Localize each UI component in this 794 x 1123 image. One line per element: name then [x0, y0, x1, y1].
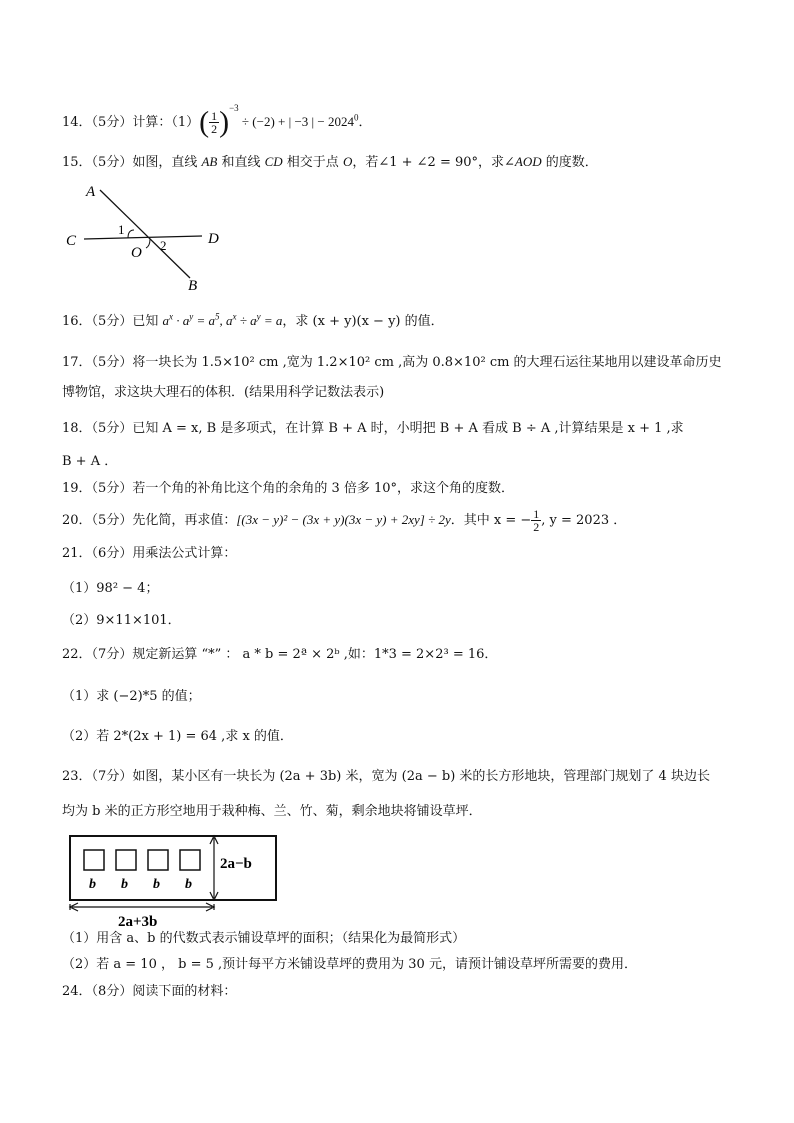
question-17-line-1: 17．（5分）将一块长为 1.5×10² cm ,宽为 1.2×10² cm ,高为 0.8×10² cm 的大理石运往某地用以建设革命历史	[62, 355, 722, 370]
question-21: 21．（6分）用乘法公式计算：	[62, 546, 237, 561]
width-label: 2a+3b	[118, 914, 158, 930]
question-22-part-2: （2）若 2*(2x + 1) = 64 ,求 x 的值．	[62, 729, 293, 744]
question-24: 24．（8分）阅读下面的材料：	[62, 984, 237, 999]
label-O: O	[131, 245, 142, 261]
question-22-part-1: （1）求 (−2)*5 的值；	[62, 689, 201, 704]
question-22: 22．（7分）规定新运算 “*” ： a * b = 2ª × 2ᵇ ,如：1*3 = 2×2³ = 16．	[62, 647, 498, 662]
label-C: C	[66, 233, 77, 249]
question-23-part-1: （1）用含 a、b 的代数式表示铺设草坪的面积；（结果化为最简形式）	[62, 931, 466, 946]
question-17-line-2: 博物馆，求这块大理石的体积．(结果用科学记数法表示)	[62, 385, 385, 400]
square-label-b: b	[185, 877, 192, 892]
angle-1: 1	[118, 222, 125, 237]
question-18-line-1: 18．（5分）已知 A = x, B 是多项式，在计算 B + A 时，小明把 B + A 看成 B ÷ A ,计算结果是 x + 1 ,求	[62, 421, 684, 436]
angle-2: 2	[160, 238, 167, 253]
square-label-b: b	[153, 877, 160, 892]
question-15: 15．（5分）如图，直线 AB 和直线 CD 相交于点 O，若∠1 + ∠2 = 90°，求∠AOD 的度数．	[62, 154, 598, 170]
question-19: 19．（5分）若一个角的补角比这个角的余角的 3 倍多 10°，求这个角的度数．	[62, 481, 515, 496]
question-14: 14．（5分）计算：（1）( $\frac{1}{2}$ )$^{-3}$ ÷ (−2) + | −3 | − $2024^0$．	[62, 102, 372, 139]
square-label-b: b	[121, 877, 128, 892]
question-21-part-2: （2）9×11×101．	[62, 613, 181, 628]
fraction: $\frac{1}{2}$	[533, 507, 540, 534]
question-23-line-1: 23．（7分）如图，某小区有一块长为 (2a + 3b) 米，宽为 (2a − b) 米的长方形地块，管理部门规划了 4 块边长	[62, 769, 710, 784]
question-20: 20．（5分）先化简，再求值：[(3x − y)² − (3x + y)(3x − y) + 2xy] ÷ 2y．其中 x = − $\frac{1}{2}$ , y = 2023 ．	[62, 507, 627, 534]
height-label: 2a−b	[220, 856, 252, 872]
label-D: D	[208, 231, 219, 247]
question-23-part-2: （2）若 a = 10 ， b = 5 ,预计每平方米铺设草坪的费用为 30 元，请预计铺设草坪所需要的费用．	[62, 957, 637, 972]
question-16: 16．（5分）已知 $a^x \cdot a^y = a^5$, $a^x \div a^y = a$，求 (x + y)(x − y) 的值．	[62, 311, 444, 329]
label-B: B	[188, 278, 198, 294]
square-label-b: b	[89, 877, 96, 892]
figure-23-rectangle-plot	[62, 830, 292, 930]
question-21-part-1: （1）98² − 4；	[62, 581, 159, 596]
question-23-line-2: 均为 b 米的正方形空地用于栽种梅、兰、竹、菊，剩余地块将铺设草坪．	[62, 804, 482, 819]
figure-15-intersecting-lines	[62, 178, 242, 296]
label-A: A	[86, 184, 96, 200]
question-18-line-2: B + A ．	[62, 454, 118, 469]
fraction: $\frac{1}{2}$	[211, 109, 218, 136]
